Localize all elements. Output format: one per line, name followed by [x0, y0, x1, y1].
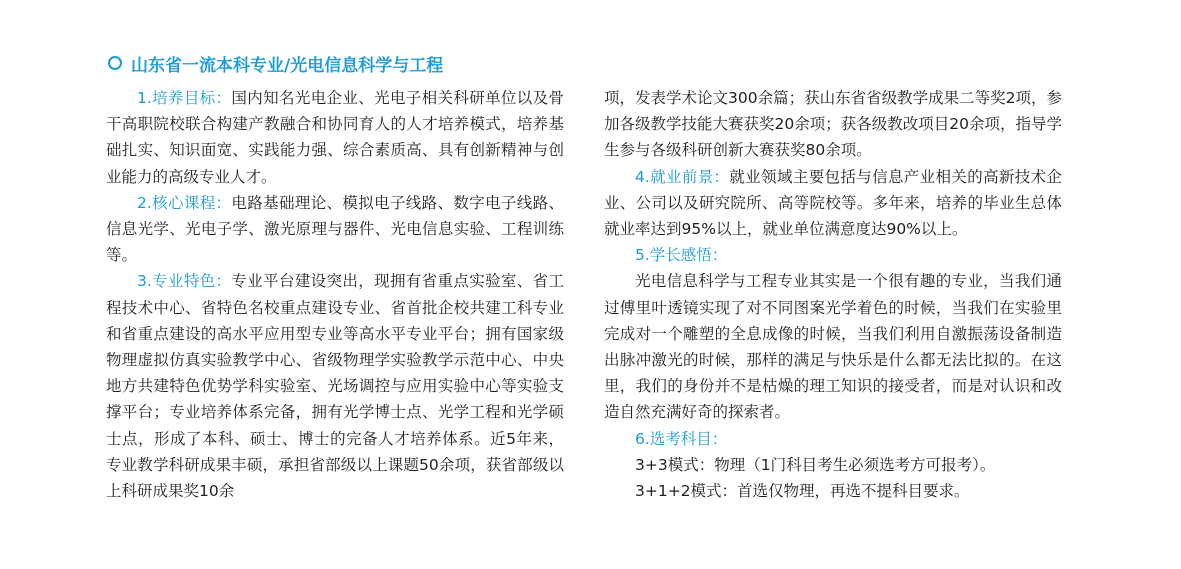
exam-subjects-label: 6.选考科目： — [635, 429, 728, 448]
major-features-label: 3.专业特色： — [137, 272, 232, 291]
training-goal-text: 国内知名光电企业、光电子相关科研单位以及骨干高职院校联合构建产教融合和协同育人的人才培养模式，培养基础扎实、知识面宽、实践能力强、综合素质高、具有创新精神与创业能力的高级专业人才。 — [106, 89, 564, 186]
core-courses-text: 电路基础理论、模拟电子线路、数字电子线路、信息光学、光电子学、激光原理与器件、光电信息实验、工程训练等。 — [106, 193, 564, 265]
exam-subjects-line-1: 3+3模式：物理（1门科目考生必须选考方可报考）。 — [635, 455, 996, 474]
training-goal-paragraph — [106, 85, 564, 190]
ring-icon — [108, 56, 122, 70]
major-features-paragraph — [106, 268, 564, 504]
major-features-text: 专业平台建设突出，现拥有省重点实验室、省工程技术中心、省特色名校重点建设专业、省首批企校共建工科专业和省重点建设的高水平应用型专业等高水平专业平台；拥有国家级物理虚拟仿真实验教学中心、省级物理学实验教学示范中心、中央地方共建特色优势学科实验室、光场调控与应用实验中心等实验支撑平台；专业培养体系完备，拥有光学博士点、光学工程和光学硕士点，形成了本科、硕士、博士的完备人才培养体系。近5年来，专业教学科研成果丰硕，承担省部级以上课题50余项，获省部级以上科研成果奖10余 — [106, 272, 564, 501]
major-features-continued: 项，发表学术论文300余篇；获山东省省级教学成果二等奖2项，参加各级教学技能大赛获奖20余项；获各级教改项目20余项，指导学生参与各级科研创新大赛获奖80余项。 — [604, 89, 1062, 160]
training-goal-label: 1.培养目标： — [137, 89, 232, 107]
career-prospects-text: 就业领域主要包括与信息产业相关的高新技术企业、公司以及研究院所、高等院校等。多年来，培养的毕业生总体就业率达到95%以上，就业单位满意度达90%以上。 — [604, 167, 1062, 239]
career-prospects-label: 4.就业前景： — [635, 167, 730, 186]
core-courses-label: 2.核心课程： — [137, 193, 232, 212]
heading-title: 山东省一流本科专业/光电信息科学与工程 — [131, 55, 444, 76]
right-column — [604, 85, 1062, 504]
senior-reflection-label: 5.学长感悟： — [635, 246, 728, 265]
section-heading — [108, 50, 443, 76]
senior-reflection-text: 光电信息科学与工程专业其实是一个很有趣的专业，当我们通过傅里叶透镜实现了对不同图案光学着色的时候，当我们在实验里完成对一个雕塑的全息成像的时候，当我们利用自激振荡设备制造出脉冲激光的时候，那样的满足与快乐是什么都无法比拟的。在这里，我们的身份并不是枯燥的理工知识的接受者，而是对认识和改造自然充满好奇的探索者。 — [604, 272, 1062, 422]
exam-subjects-line-2: 3+1+2模式：首选仅物理，再选不提科目要求。 — [635, 482, 970, 501]
career-prospects-paragraph — [604, 164, 1062, 243]
core-courses-paragraph — [106, 190, 564, 269]
left-column — [106, 85, 564, 504]
